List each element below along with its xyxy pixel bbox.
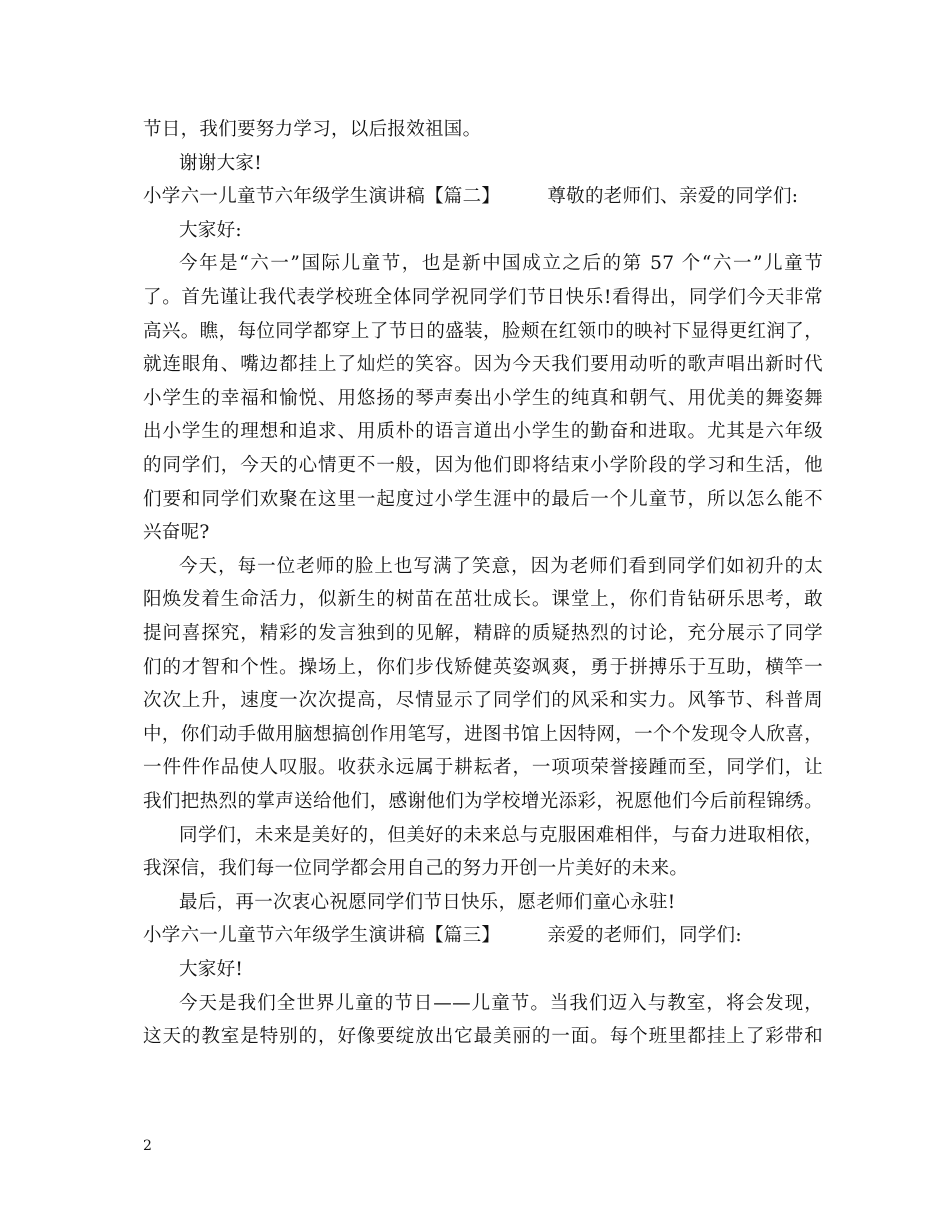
- text-line: 同学们，未来是美好的，但美好的未来总与克服困难相伴，与奋力进取相依，: [179, 824, 823, 846]
- text-line: 我们把热烈的掌声送给他们，感谢他们为学校增光添彩，祝愿他们今后前程锦绣。: [143, 791, 823, 812]
- text-line: 这天的教室是特别的，好像要绽放出它最美丽的一面。每个班里都挂上了彩带和: [143, 1026, 823, 1048]
- text-line: 了。首先谨让我代表学校班全体同学祝同学们节日快乐!看得出，同学们今天非常: [143, 287, 823, 308]
- text-line: 我深信，我们每一位同学都会用自己的努力开创一片美好的未来。: [143, 858, 689, 880]
- text-line: 谢谢大家!: [179, 152, 262, 174]
- text-line: 阳焕发着生命活力，似新生的树苗在茁壮成长。课堂上，你们肯钻研乐思考，敢: [143, 589, 823, 611]
- text-line: 提问喜探究，精彩的发言独到的见解，精辟的质疑热烈的讨论，充分展示了同学: [143, 623, 823, 644]
- text-line: 节日，我们要努力学习，以后报效祖国。: [143, 119, 482, 140]
- page-number: 2: [143, 1138, 152, 1154]
- text-line: 们要和同学们欢聚在这里一起度过小学生涯中的最后一个儿童节，所以怎么能不: [143, 488, 823, 510]
- text-line: 一件件作品使人叹服。收获永远属于耕耘者，一项项荣誉接踵而至，同学们，让: [143, 757, 823, 779]
- text-line: 大家好:: [179, 219, 242, 241]
- text-line: 小学六一儿童节六年级学生演讲稿【篇三】 亲爱的老师们，同学们:: [143, 925, 742, 947]
- text-line: 大家好!: [179, 959, 244, 980]
- text-line: 今年是“六一”国际儿童节，也是新中国成立之后的第 57 个“六一”儿童节: [179, 253, 823, 275]
- text-line: 今天，每一位老师的脸上也写满了笑意，因为老师们看到同学们如初升的太: [179, 555, 823, 577]
- text-line: 高兴。瞧，每位同学都穿上了节日的盛装，脸颊在红领巾的映衬下显得更红润了，: [143, 320, 823, 342]
- text-line: 今天是我们全世界儿童的节日——儿童节。当我们迈入与教室，将会发现，: [179, 992, 823, 1014]
- text-line: 们的才智和个性。操场上，你们步伐矫健英姿飒爽，勇于拼搏乐于互助，横竿一: [143, 656, 823, 678]
- text-line: 最后，再一次衷心祝愿同学们节日快乐，愿老师们童心永驻!: [179, 891, 676, 913]
- text-line: 兴奋呢?: [143, 522, 210, 544]
- text-line: 的同学们，今天的心情更不一般，因为他们即将结束小学阶段的学习和生活，他: [143, 455, 823, 476]
- text-line: 中，你们动手做用脑想搞创作用笔写，进图书馆上因特网，一个个发现令人欣喜，: [143, 723, 823, 745]
- text-line: 出小学生的理想和追求、用质朴的语言道出小学生的勤奋和进取。尤其是六年级: [143, 421, 823, 443]
- text-line: 小学六一儿童节六年级学生演讲稿【篇二】 尊敬的老师们、亲爱的同学们:: [143, 186, 799, 208]
- text-line: 就连眼角、嘴边都挂上了灿烂的笑容。因为今天我们要用动听的歌声唱出新时代: [143, 354, 823, 376]
- text-line: 次次上升，速度一次次提高，尽情显示了同学们的风采和实力。风筝节、科普周: [143, 690, 823, 712]
- text-line: 小学生的幸福和愉悦、用悠扬的琴声奏出小学生的纯真和朝气、用优美的舞姿舞: [143, 387, 823, 409]
